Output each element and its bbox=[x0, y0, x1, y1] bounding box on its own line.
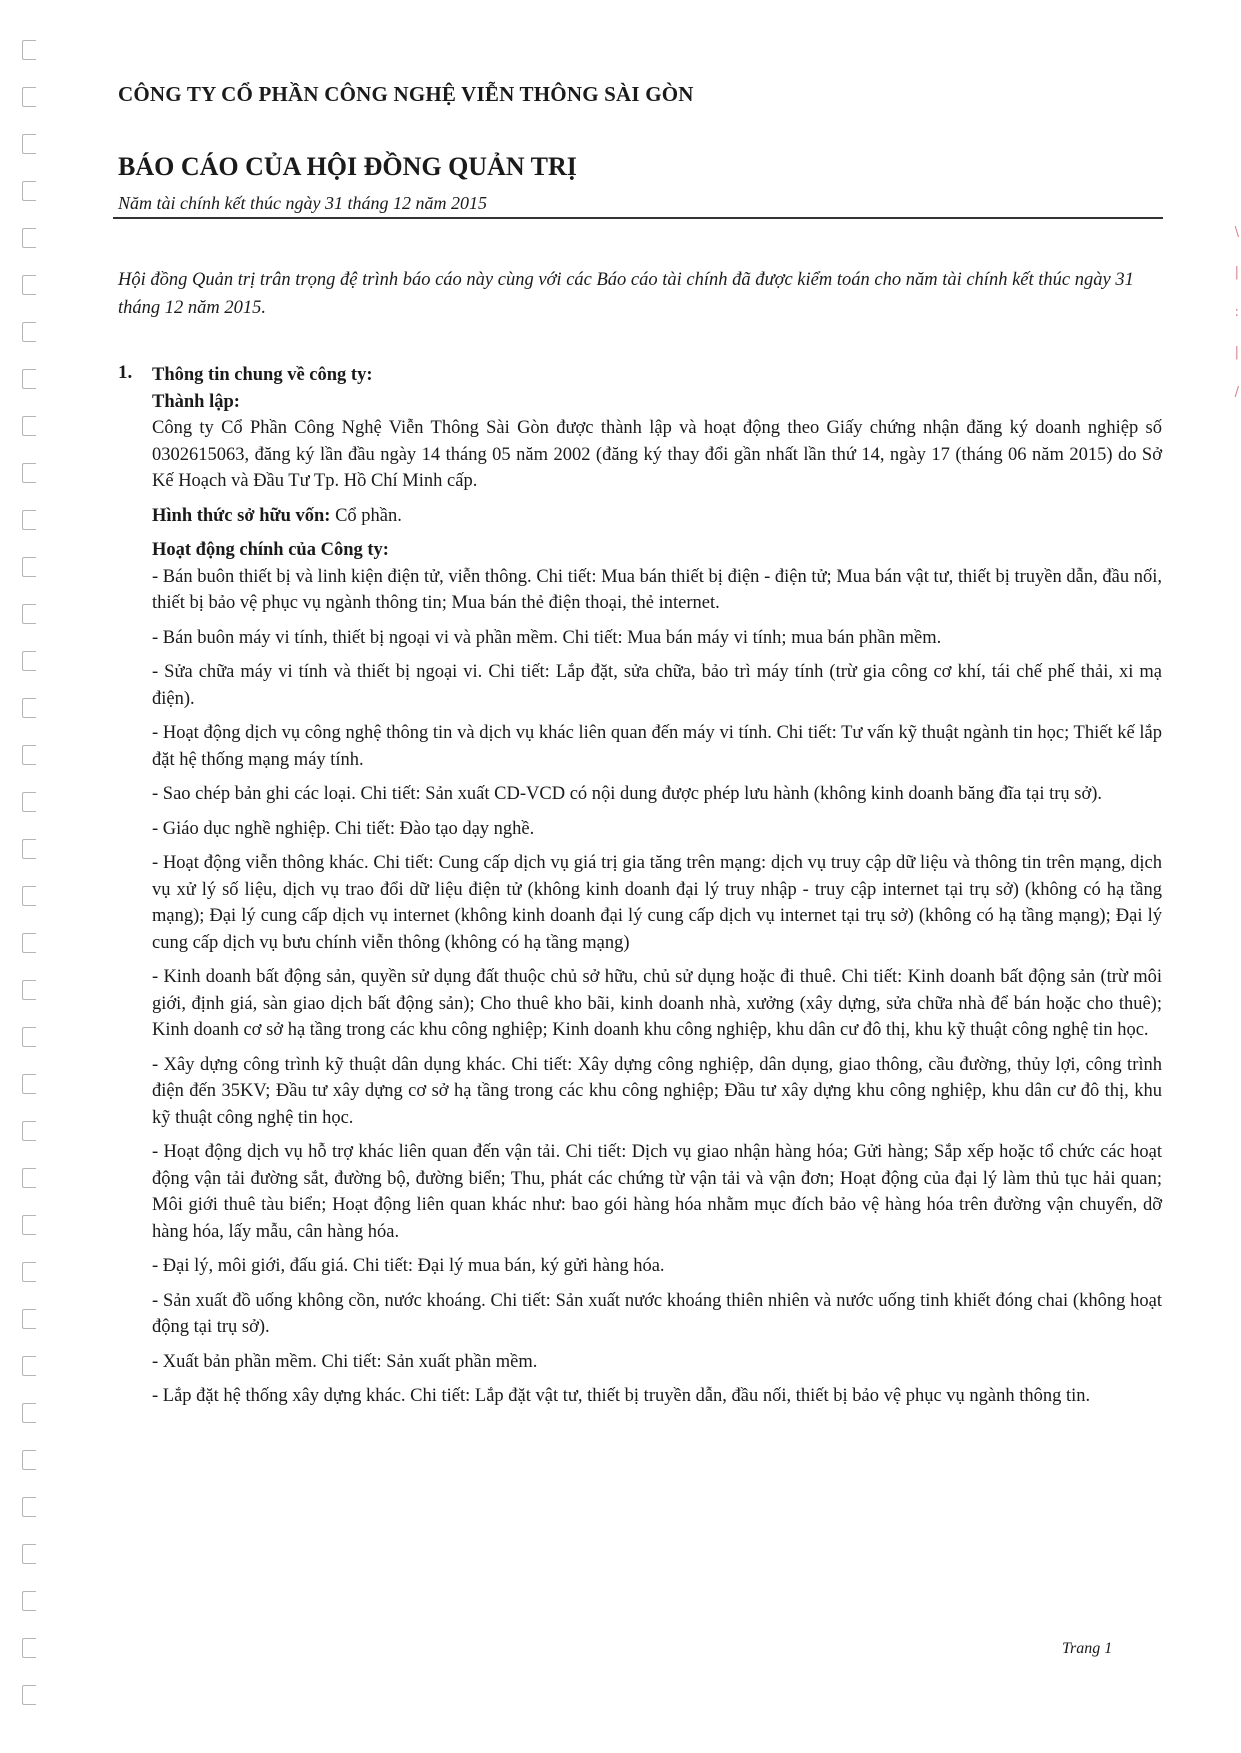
ownership-line bbox=[152, 503, 1162, 530]
activities-label: Hoạt động chính của Công ty: bbox=[152, 540, 389, 560]
activity-item: - Sao chép bản ghi các loại. Chi tiết: Sản xuất CD-VCD có nội dung được phép lưu hành (không kinh doanh băng đĩa tại trụ sở). bbox=[152, 784, 1103, 804]
stamp-edge-fragment: \ | : | / bbox=[1234, 225, 1239, 400]
header-divider bbox=[113, 217, 1163, 219]
activity-item: - Giáo dục nghề nghiệp. Chi tiết: Đào tạo dạy nghề. bbox=[152, 818, 535, 839]
section-number: 1. bbox=[118, 362, 133, 383]
page-number: Trang 1 bbox=[1062, 1640, 1113, 1657]
activity-item: - Hoạt động dịch vụ hỗ trợ khác liên quan đến vận tải. Chi tiết: Dịch vụ giao nhận hàng hóa; Gửi hàng; Sắp xếp hoặc tổ chức các hoạt động vận tải đường sắt, đường bộ, đường biển; Thu, phát các chứng từ vận tải và vận đơn; Hoạt động của đại lý làm thủ tục hải quan; Môi giới thuê tàu biển; Hoạt động liên quan khác như: bao gói hàng hóa nhằm mục đích bảo vệ hàng hóa trên đường vận chuyển, dỡ hàng hóa, lấy mẫu, cân hàng hóa. bbox=[152, 1142, 1162, 1242]
activity-item: - Xuất bản phần mềm. Chi tiết: Sản xuất phần mềm. bbox=[152, 1351, 538, 1372]
establishment-label: Thành lập: bbox=[152, 391, 240, 412]
report-title: BÁO CÁO CỦA HỘI ĐỒNG QUẢN TRỊ bbox=[118, 152, 577, 181]
activity-item: - Lắp đặt hệ thống xây dựng khác. Chi tiết: Lắp đặt vật tư, thiết bị truyền dẫn, đầu nối, thiết bị bảo vệ phục vụ ngành thông tin. bbox=[152, 1386, 1091, 1406]
activity-item: - Hoạt động dịch vụ công nghệ thông tin và dịch vụ khác liên quan đến máy vi tính. Chi tiết: Tư vấn kỹ thuật ngành tin học; Thiết kế lắp đặt hệ thống mạng máy tính. bbox=[152, 723, 1162, 770]
activity-item: - Sửa chữa máy vi tính và thiết bị ngoại vi. Chi tiết: Lắp đặt, sửa chữa, bảo trì máy tính (trừ gia công cơ khí, tái chế phế thải, xi mạ điện). bbox=[152, 662, 1162, 709]
report-subtitle: Năm tài chính kết thúc ngày 31 tháng 12 năm 2015 bbox=[118, 193, 487, 213]
intro-paragraph: Hội đồng Quản trị trân trọng đệ trình báo cáo này cùng với các Báo cáo tài chính đã được kiểm toán cho năm tài chính kết thúc ngày 31 tháng 12 năm 2015. bbox=[118, 270, 1134, 318]
activity-item: - Xây dựng công trình kỹ thuật dân dụng khác. Chi tiết: Xây dựng công nghiệp, dân dụng, giao thông, cầu đường, thủy lợi, công trình điện đến 35KV; Đầu tư xây dựng cơ sở hạ tầng trong các khu công nghiệp; Đầu tư xây dựng khu công nghiệp, khu dân cư đô thị, khu kỹ thuật công nghệ tin học. bbox=[152, 1054, 1162, 1128]
ownership-label: Hình thức sở hữu vốn: bbox=[152, 505, 331, 526]
activity-item: - Hoạt động viễn thông khác. Chi tiết: Cung cấp dịch vụ giá trị gia tăng trên mạng: dịch vụ truy cập dữ liệu và thông tin trên mạng, dịch vụ xử lý số liệu, dịch vụ trao đổi dữ liệu điện tử (không kinh doanh đại lý truy nhập - truy cập internet tại trụ sở) (không có hạ tầng mạng); Đại lý cung cấp dịch vụ internet (không kinh doanh đại lý cung cấp dịch vụ internet tại trụ sở) (không có hạ tầng mạng); Đại lý cung cấp dịch vụ bưu chính viễn thông (không có hạ tầng mạng) bbox=[152, 853, 1162, 953]
activity-item: - Bán buôn thiết bị và linh kiện điện tử, viễn thông. Chi tiết: Mua bán thiết bị điện - điện tử; Mua bán vật tư, thiết bị truyền dẫn, đầu nối, thiết bị bảo vệ phục vụ ngành thông tin; Mua bán thẻ điện thoại, thẻ internet. bbox=[152, 566, 1162, 613]
binding-holes bbox=[22, 30, 46, 1730]
establishment-text: Công ty Cổ Phần Công Nghệ Viễn Thông Sài Gòn được thành lập và hoạt động theo Giấy chứng nhận đăng ký doanh nghiệp số 0302615063, đăng ký lần đầu ngày 14 tháng 05 năm 2002 (đăng ký thay đổi gần nhất lần thứ 14, ngày 17 (tháng 06 năm 2015) do Sở Kế Hoạch và Đầu Tư Tp. Hồ Chí Minh cấp. bbox=[152, 418, 1162, 491]
activity-item: - Kinh doanh bất động sản, quyền sử dụng đất thuộc chủ sở hữu, chủ sử dụng hoặc đi thuê. Chi tiết: Kinh doanh bất động sản (trừ môi giới, định giá, sàn giao dịch bất động sản); Cho thuê kho bãi, kinh doanh nhà, xưởng (xây dựng, sửa chữa nhà để bán hoặc cho thuê); Kinh doanh cơ sở hạ tầng trong các khu công nghiệp; Kinh doanh khu công nghiệp, khu dân cư đô thị, khu kỹ thuật công nghệ tin học. bbox=[152, 967, 1162, 1040]
company-name: CÔNG TY CỔ PHẦN CÔNG NGHỆ VIỄN THÔNG SÀI GÒN bbox=[118, 82, 694, 106]
section-body bbox=[152, 362, 1162, 1418]
ownership-value: Cổ phần. bbox=[335, 505, 402, 526]
section-title: Thông tin chung về công ty: bbox=[152, 365, 373, 385]
activity-item: - Bán buôn máy vi tính, thiết bị ngoại vi và phần mềm. Chi tiết: Mua bán máy vi tính; mua bán phần mềm. bbox=[152, 627, 942, 648]
activity-item: - Sản xuất đồ uống không cồn, nước khoáng. Chi tiết: Sản xuất nước khoáng thiên nhiên và nước uống tinh khiết đóng chai (không hoạt động tại trụ sở). bbox=[152, 1290, 1162, 1337]
activity-item: - Đại lý, môi giới, đấu giá. Chi tiết: Đại lý mua bán, ký gửi hàng hóa. bbox=[152, 1256, 665, 1276]
